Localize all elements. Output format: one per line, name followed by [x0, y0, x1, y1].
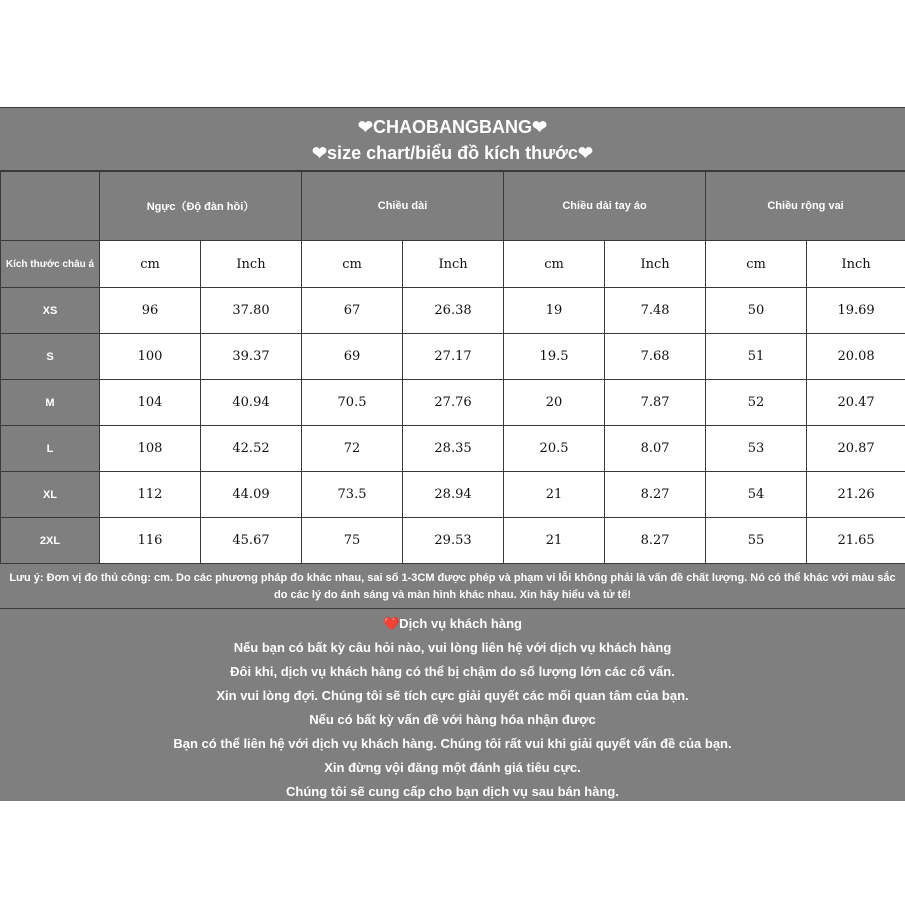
header-length: Chiều dài — [302, 172, 504, 241]
size-label: XS — [1, 288, 100, 334]
measurement-value: 55 — [706, 518, 807, 564]
measurement-value: 67 — [302, 288, 403, 334]
size-label: S — [1, 334, 100, 380]
unit-cell: Inch — [403, 241, 504, 288]
measurement-value: 70.5 — [302, 380, 403, 426]
header-shoulder-width: Chiều rộng vai — [706, 172, 905, 241]
note-line: do các lý do ánh sáng và màn hình khác nhau. Xin hãy hiểu và tử tế! — [274, 589, 631, 601]
measurement-value: 20.08 — [807, 334, 905, 380]
size-label: L — [1, 426, 100, 472]
measurement-value: 8.27 — [605, 518, 706, 564]
measurement-value: 39.37 — [201, 334, 302, 380]
measurement-value: 50 — [706, 288, 807, 334]
measurement-value: 52 — [706, 380, 807, 426]
measurement-value: 73.5 — [302, 472, 403, 518]
brand-title: ❤CHAOBANGBANG❤ — [357, 117, 548, 137]
customer-service-heading: ❤️Dịch vụ khách hàng — [383, 616, 522, 631]
service-line: Nếu có bất kỳ vấn đề với hàng hóa nhận được — [309, 712, 596, 727]
measurement-value: 8.07 — [605, 426, 706, 472]
unit-cell: cm — [100, 241, 201, 288]
service-line: Đôi khi, dịch vụ khách hàng có thể bị chậm do số lượng lớn các cố vấn. — [230, 664, 675, 679]
measurement-value: 96 — [100, 288, 201, 334]
measurement-value: 72 — [302, 426, 403, 472]
chart-title-banner — [0, 107, 905, 171]
measurement-value: 21.65 — [807, 518, 905, 564]
size-label: XL — [1, 472, 100, 518]
measurement-value: 7.48 — [605, 288, 706, 334]
measurement-value: 104 — [100, 380, 201, 426]
size-row — [1, 472, 905, 518]
service-line: Nếu bạn có bất kỳ câu hỏi nào, vui lòng liên hệ với dịch vụ khách hàng — [233, 640, 672, 655]
measurement-value: 28.35 — [403, 426, 504, 472]
measurement-value: 108 — [100, 426, 201, 472]
unit-cell: cm — [302, 241, 403, 288]
service-line: Chúng tôi sẽ cung cấp cho bạn dịch vụ sau bán hàng. — [286, 784, 619, 799]
measurement-value: 20.87 — [807, 426, 905, 472]
measurement-value: 40.94 — [201, 380, 302, 426]
unit-cell: Inch — [605, 241, 706, 288]
measurement-value: 112 — [100, 472, 201, 518]
measurement-value: 7.68 — [605, 334, 706, 380]
measurement-value: 20.5 — [504, 426, 605, 472]
size-row — [1, 380, 905, 426]
measurement-note — [0, 564, 905, 609]
service-line: Bạn có thể liên hệ với dịch vụ khách hàng. Chúng tôi rất vui khi giải quyết vấn đề của bạn. — [173, 736, 732, 751]
size-row — [1, 288, 905, 334]
size-rows — [1, 288, 905, 564]
size-label: 2XL — [1, 518, 100, 564]
measurement-value: 75 — [302, 518, 403, 564]
measurement-value: 29.53 — [403, 518, 504, 564]
customer-service-panel — [0, 609, 905, 801]
units-row — [1, 241, 905, 288]
measurement-value: 27.17 — [403, 334, 504, 380]
measurement-value: 20.47 — [807, 380, 905, 426]
measurement-value: 116 — [100, 518, 201, 564]
measurement-value: 51 — [706, 334, 807, 380]
unit-cell: cm — [706, 241, 807, 288]
measurement-header-row — [1, 172, 905, 241]
measurement-value: 8.27 — [605, 472, 706, 518]
service-line: Xin vui lòng đợi. Chúng tôi sẽ tích cực giải quyết các mối quan tâm của bạn. — [216, 688, 689, 703]
measurement-value: 7.87 — [605, 380, 706, 426]
measurement-value: 42.52 — [201, 426, 302, 472]
size-chart-sheet — [0, 107, 905, 801]
measurement-value: 100 — [100, 334, 201, 380]
size-chart-subtitle: ❤size chart/biểu đồ kích thước❤ — [311, 143, 594, 163]
size-row — [1, 426, 905, 472]
measurement-value: 21.26 — [807, 472, 905, 518]
measurement-value: 19 — [504, 288, 605, 334]
measurement-value: 26.38 — [403, 288, 504, 334]
header-sleeve-length: Chiều dài tay áo — [504, 172, 706, 241]
measurement-value: 53 — [706, 426, 807, 472]
size-row — [1, 334, 905, 380]
asian-size-label: Kích thước châu á — [1, 241, 100, 288]
measurement-value: 69 — [302, 334, 403, 380]
size-row — [1, 518, 905, 564]
note-line: Lưu ý: Đơn vị đo thủ công: cm. Do các phương pháp đo khác nhau, sai số 1-3CM được phép và phạm vi lỗi không phải là vấn đề chất lượng. Nó có thể khác với màu sắc — [9, 572, 896, 584]
size-label: M — [1, 380, 100, 426]
measurement-value: 45.67 — [201, 518, 302, 564]
size-table — [0, 171, 905, 564]
measurement-value: 19.69 — [807, 288, 905, 334]
service-line: Xin đừng vội đăng một đánh giá tiêu cực. — [324, 760, 581, 775]
unit-cell: Inch — [201, 241, 302, 288]
measurement-value: 21 — [504, 472, 605, 518]
measurement-value: 54 — [706, 472, 807, 518]
corner-cell — [1, 172, 100, 241]
measurement-value: 28.94 — [403, 472, 504, 518]
measurement-value: 27.76 — [403, 380, 504, 426]
header-chest: Ngực（Độ đàn hồi） — [100, 172, 302, 241]
measurement-value: 20 — [504, 380, 605, 426]
measurement-value: 37.80 — [201, 288, 302, 334]
measurement-value: 44.09 — [201, 472, 302, 518]
unit-cell: cm — [504, 241, 605, 288]
unit-cell: Inch — [807, 241, 905, 288]
measurement-value: 21 — [504, 518, 605, 564]
measurement-value: 19.5 — [504, 334, 605, 380]
